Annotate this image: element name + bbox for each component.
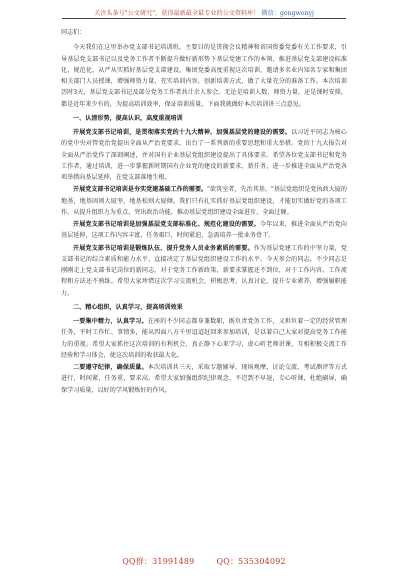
header-divider: [62, 18, 346, 19]
paragraph-lead: 开展党支部书记培训，是贯彻落实党的十九大精神、加强基层党的建设的需要。: [73, 129, 292, 136]
paragraph-text: 本次培训共三天，采取专题辅导、现场观摩、讨论交流、考试测评等方式进行，时间紧，任务重，要求高。希望大家加强组织纪律观念，不迟到不早退，专心听课，杜绝刷屏，确保学习质量，以好的学风锻炼好的作风。: [61, 364, 347, 394]
paragraph-lead: 二要遵守纪律，确保质量。: [73, 364, 148, 371]
paragraph-party-building: [61, 127, 347, 183]
document-footer: [0, 556, 408, 567]
paragraph-text: 以习近平同志为核心的党中央对管党治党提出全面从严治党要求，出台了一系列新的重要思想和重大举措。党的十九大报告对全面从严治党作了深刻阐述，并对国有企业基层党组织建设提出了具体要求。希望各位党支部书记和党务工作者，通过培训，进一步掌握新时期国有企业党的建设的新要求、新任务，进一步推进全面从严治党各项举措向基层延伸，在党支部落地生根。: [61, 129, 348, 181]
paragraph-lead: 开展党支部书记培训是夯实党建基础工作的需要。: [73, 186, 208, 194]
section-heading-1: 一、认清形势，提高认识，高度重视培训: [73, 114, 183, 122]
paragraph-team-quality: [61, 243, 347, 299]
paragraph-foundation: [61, 184, 347, 218]
paragraph-focus: [61, 316, 347, 361]
section-heading-2: 二、精心组织，认真学习，提高培训效果: [73, 303, 183, 311]
paragraph-text: 在座的不少同志都身兼数职，既负责党务工作，又担负着一定的经营管理任务，平时工作忙、事情多，能从四面八方千里迢迢赶回来参加培训，是以着自己大家对提高党务工作能力的重视。希望大家抓住这次培训的有利机会，真正静下心来学习，虚心听老师讲课，互相积极交流工作经验和学习体会，使这次培训的收获最大化。: [61, 318, 347, 359]
document-body: [61, 27, 347, 397]
paragraph-text: "欲筑室者，先治其基。"基层党组织是党执政大厦的地基，地基固则大厦坚，地基松则大厦倾。我们只有扎实抓好基层党组织建设，才能切实做好党的各项工作，从提升组织力为重点，突出政治功能，推动基层党组织建设全面进步，全面过硬。: [61, 186, 347, 216]
intro-paragraph: 今天我们在这里举办党支部书记培训班，主要目的是贯彻会议精神和省国资委党委有关工作要求，引导基层党支部书记以及党务工作者不断提升做好新形势下基层党建工作的本领，推进基层党支部建设标准化、规范化，从严从实抓好基层党支部建设。集团党委高度重视这次培训，邀请多名业内知名专家和集团相关部门人员授课，增强师资力量，充实培训内容，创新培训方式，做了大量充分的准备工作。本次培训历时3天，基层党支部书记及部分党务工作者共计余人参会。无论是培训人数、师资力量，还是课时安排，都是近年来少有的，为提高培训效率，保证培训质量，下面我就做好本次培训讲三点意见。: [61, 44, 347, 108]
paragraph-text: 今年以来，推进全面从严治党向基层延伸，这项工作内容丰富、任务艰巨，时间紧迫，急需培养一批业务骨干。: [61, 221, 347, 240]
paragraph-standardization: [61, 219, 347, 242]
salutation: 同志们：: [61, 29, 86, 36]
paragraph-lead: 开展党支部书记培训是加强基层党支部标准化、规范化建设的需要。: [73, 221, 260, 228]
paragraph-text: 作为基层党建工作的中坚力量，党支部书记的综合素质和能力水平，直接决定了基层党组织建设工作的水平。今天参会的同志，不少同志是刚刚走上党支部书记岗位的新同志，对于党务工作新政策、新要求掌握还不到位，对于工作内容、工作流程和方法还不熟练。希望大家珍惜这次学习交流机会，积极思考，认真讨论，提升专业素养，增强履职能力。: [61, 244, 348, 297]
header-promo-text: 关注头条号"公文研究"，获得最新最全最专业的公文资料库！: [94, 10, 260, 17]
footer-qq-group: QQ群：31991489: [122, 557, 195, 566]
paragraph-lead: 开展党支部书记培训是锻炼队伍、提升党务人员业务素质的需要。: [73, 244, 254, 252]
document-header: [0, 8, 408, 17]
paragraph-lead: 一要集中精力，认真学习。: [73, 318, 148, 325]
paragraph-discipline: [61, 362, 347, 396]
header-wechat-id: 微信：gongwenyj: [261, 10, 314, 17]
footer-qq-contact: QQ：535304092: [216, 557, 286, 566]
